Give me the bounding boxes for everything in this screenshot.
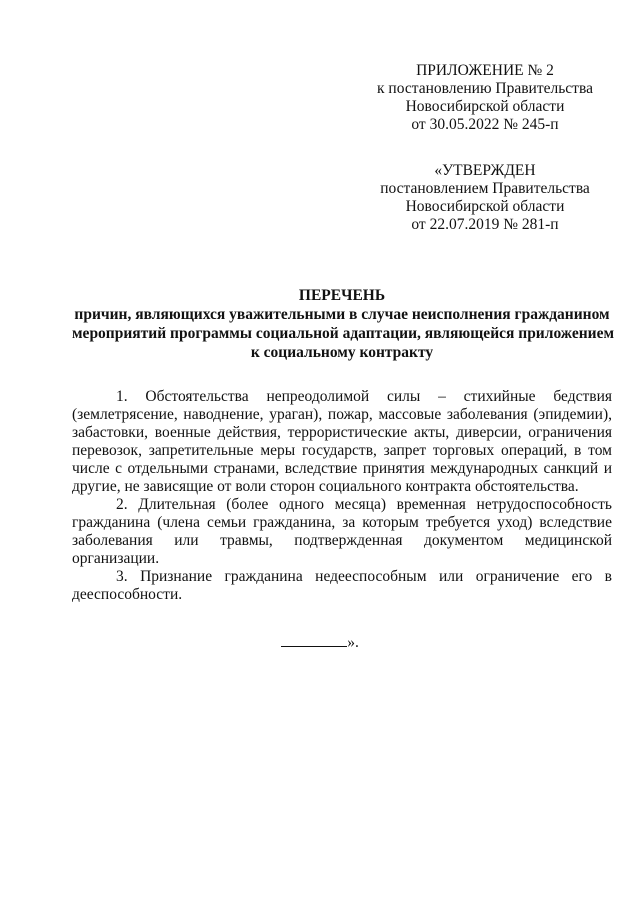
closing-underline <box>281 634 347 647</box>
appendix-number: ПРИЛОЖЕНИЕ № 2 <box>416 62 554 79</box>
document-body <box>72 388 612 604</box>
closing-quote: ». <box>347 634 359 651</box>
approved-region: Новосибирской области <box>405 198 565 215</box>
appendix-region: Новосибирской области <box>405 98 565 115</box>
appendix-block <box>360 62 610 134</box>
approved-ref: постановлением Правительства <box>380 180 590 197</box>
document-subtitle-line: к социальному контракту <box>250 344 434 361</box>
appendix-date: от 30.05.2022 № 245-п <box>411 116 559 133</box>
document-subtitle-line: причин, являющихся уважительными в случае неисполнения гражданином <box>74 306 610 323</box>
list-item: 1. Обстоятельства непреодолимой силы – стихийные бедствия (землетрясение, наводнение, ураган), пожар, массовые заболевания (эпидемии), забастовки, военные действия, террористические акты, диверсии, ограничения перевозок, запретительные меры государств, запрет торговых операций, в том числе с отдельными странами, вследствие принятия международных санкций и другие, не зависящие от воли сторон социального контракта обстоятельства. <box>72 388 612 495</box>
approved-date: от 22.07.2019 № 281-п <box>411 216 559 233</box>
list-item: 3. Признание гражданина недееспособным или ограничение его в дееспособности. <box>72 568 612 603</box>
approved-title: «УТВЕРЖДЕН <box>434 162 536 179</box>
document-title: ПЕРЕЧЕНЬ <box>298 287 386 304</box>
document-heading <box>72 286 615 362</box>
closing-mark <box>0 634 640 652</box>
approved-block <box>360 162 610 234</box>
appendix-ref: к постановлению Правительства <box>377 80 593 97</box>
list-item: 2. Длительная (более одного месяца) временная нетрудоспособность гражданина (члена семьи гражданина, за которым требуется уход) вследствие заболевания или травмы, подтвержденная документом медицинской организации. <box>72 496 612 567</box>
document-subtitle-line: мероприятий программы социальной адаптации, являющейся приложением <box>72 325 615 342</box>
